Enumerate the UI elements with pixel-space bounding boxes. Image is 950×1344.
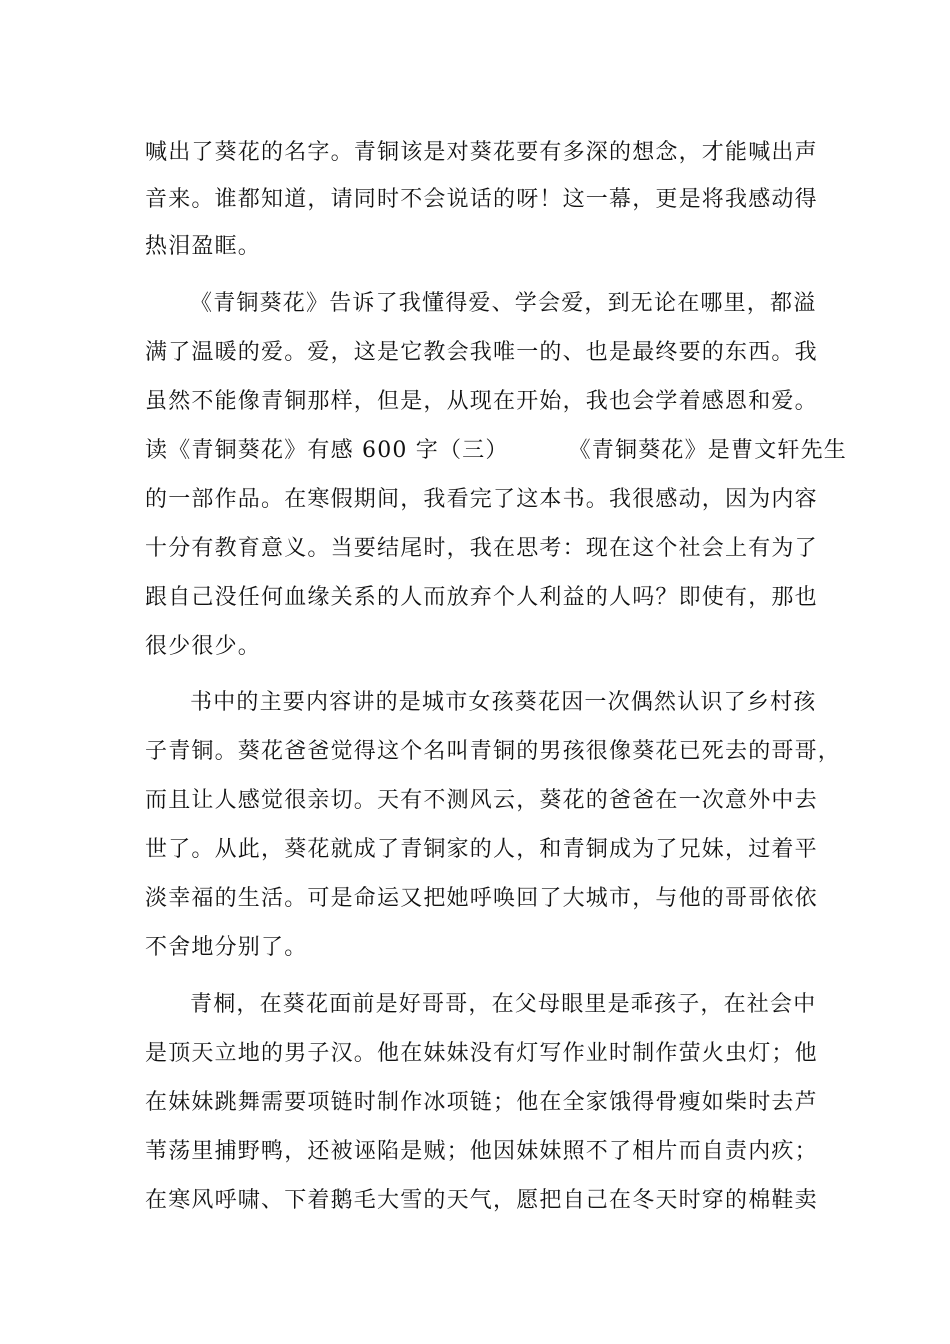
body-text-line: 在寒风呼啸、下着鹅毛大雪的天气，愿把自己在冬天时穿的棉鞋卖	[145, 1188, 818, 1213]
body-text-line: 很少很少。	[145, 634, 262, 659]
body-text-line: 不舍地分别了。	[145, 935, 308, 960]
body-text-line: 淡幸福的生活。可是命运又把她呼唤回了大城市，与他的哥哥依依	[145, 886, 818, 911]
body-text-line: 喊出了葵花的名字。青铜该是对葵花要有多深的想念，才能喊出声	[145, 140, 818, 165]
body-text-inline: 《青铜葵花》是曹文轩先生	[568, 438, 847, 463]
body-text-line: 是顶天立地的男子汉。他在妹妹没有灯写作业时制作萤火虫灯；他	[145, 1041, 818, 1066]
body-text-line: 苇荡里捕野鸭，还被诬陷是贼；他因妹妹照不了相片而自责内疚；	[145, 1139, 818, 1164]
body-text-line: 满了温暖的爱。爱，这是它教会我唯一的、也是最终要的东西。我	[145, 340, 818, 365]
body-text-line: 虽然不能像青铜那样，但是，从现在开始，我也会学着感恩和爱。	[145, 389, 818, 414]
body-text-line: 热泪盈眶。	[145, 234, 262, 259]
paragraph-first-line: 书中的主要内容讲的是城市女孩葵花因一次偶然认识了乡村孩	[190, 690, 817, 715]
body-text-line: 音来。谁都知道，请同时不会说话的呀！这一幕，更是将我感动得	[145, 187, 818, 212]
body-text-line: 十分有教育意义。当要结尾时，我在思考：现在这个社会上有为了	[145, 536, 818, 561]
section-heading-line	[145, 436, 847, 466]
body-text-line: 世了。从此，葵花就成了青铜家的人，和青铜成为了兄妹，过着平	[145, 837, 818, 862]
paragraph-first-line: 青桐，在葵花面前是好哥哥，在父母眼里是乖孩子，在社会中	[190, 992, 817, 1017]
body-text-line: 子青铜。葵花爸爸觉得这个名叫青铜的男孩很像葵花已死去的哥哥，	[145, 739, 842, 764]
body-text-line: 跟自己没任何血缘关系的人而放弃个人利益的人吗？即使有，那也	[145, 585, 818, 610]
paragraph-first-line: 《青铜葵花》告诉了我懂得爱、学会爱，到无论在哪里，都溢	[190, 291, 817, 316]
body-text-line: 而且让人感觉很亲切。天有不测风云，葵花的爸爸在一次意外中去	[145, 788, 818, 813]
body-text-line: 在妹妹跳舞需要项链时制作冰项链；他在全家饿得骨瘦如柴时去芦	[145, 1090, 818, 1115]
body-text-line: 的一部作品。在寒假期间，我看完了这本书。我很感动，因为内容	[145, 487, 818, 512]
section-heading: 读《青铜葵花》有感 600 字（三）	[145, 438, 509, 463]
